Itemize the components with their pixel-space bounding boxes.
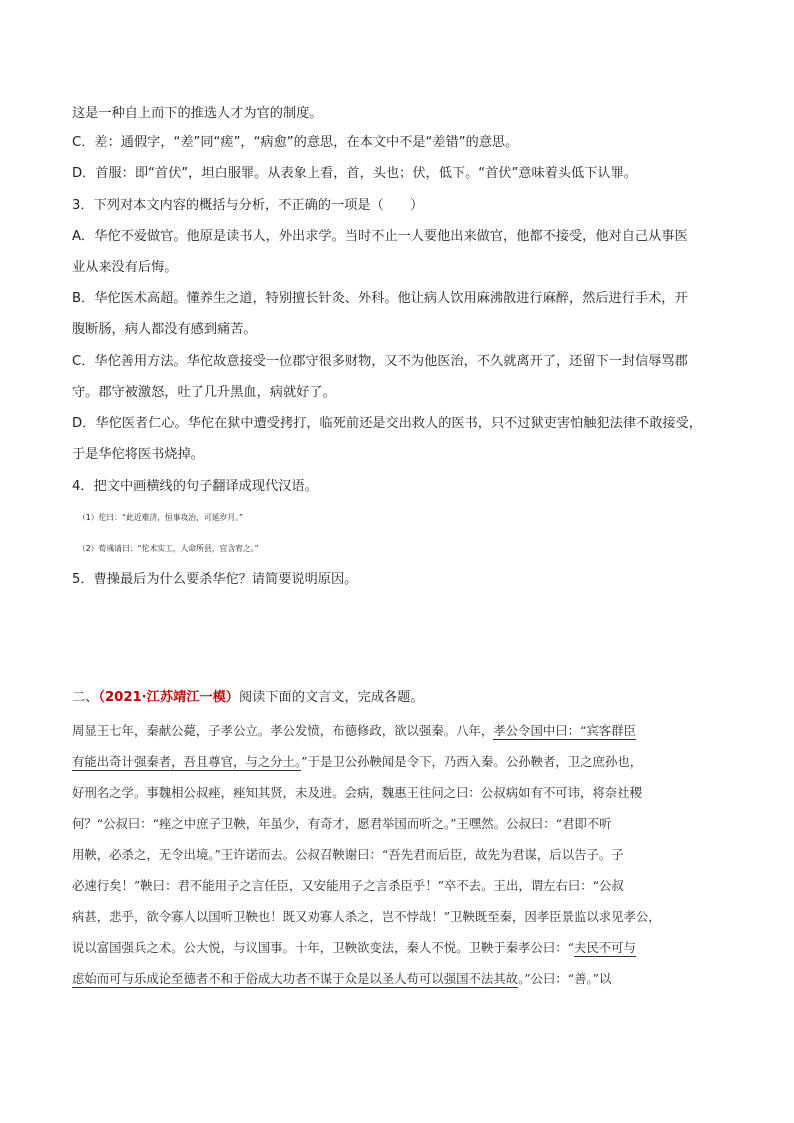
question-5: 5．曹操最后为什么要杀华佗？请简要说明原因。 <box>72 572 358 587</box>
passage-line: 说以富国强兵之术。公大悦，与议国事。十年，卫鞅欲变法，秦人不悦。卫鞅于秦孝公曰：“夫民不可与 <box>72 940 636 955</box>
question-3-option-d: D．华佗医者仁心。华佗在狱中遭受拷打，临死前还是交出救人的医书，只不过狱吏害怕触犯法律不敢接受， <box>72 416 702 431</box>
passage-line: 好刑名之学。事魏相公叔痤，痤知其贤，未及进。会病，魏惠王往问之曰：公叔病如有不可讳，将奈社稷 <box>72 785 642 800</box>
question-3: 3．下列对本文内容的概括与分析，不正确的一项是（ ） <box>72 198 424 213</box>
question-3-option-a: A．华佗不爱做官。他原是读书人，外出求学。当时不止一人要他出来做官，他都不接受，他对自己从事医 <box>72 229 688 244</box>
passage-line: 何？“公叔曰：“痤之中庶子卫鞅，年虽少，有奇才，愿君举国而听之。”王嘿然。公叔曰：“君即不听 <box>72 816 612 831</box>
passage-line: 用鞅，必杀之，无令出境。”王许诺而去。公叔召鞅谢曰：“吾先君而后臣，故先为君谋，后以告子。子 <box>72 847 624 862</box>
question-3-option-d-cont: 于是华佗将医书烧掉。 <box>72 447 204 462</box>
section-source: （2021·江苏靖江一模） <box>98 690 239 705</box>
option-d-note: D．首服：即“首伏”，坦白服罪。从表象上看，首，头也；伏，低下。“首伏”意味着头低下认罪。 <box>72 166 637 181</box>
underlined-sentence: 夫民不可与 <box>573 940 636 955</box>
question-3-option-b: B．华佗医术高超。懂养生之道，特别擅长针灸、外科。他让病人饮用麻沸散进行麻醉，然后进行手术，开 <box>72 291 688 306</box>
passage-line: 有能出奇计强秦者，吾且尊官，与之分土。”于是卫公孙鞅闻是令下，乃西入秦。公孙鞅者，卫之庶孙也， <box>72 754 643 769</box>
question-4-item-2: （2）荀彧请曰：“佗术实工，人命所县，宜含宥之。” <box>78 544 259 553</box>
text-line: 这是一种自上而下的推选人才为官的制度。 <box>72 106 323 121</box>
passage-line: 病甚，悲乎，欲令寡人以国听卫鞅也！既又劝寡人杀之，岂不悖哉！”卫鞅既至秦，因孝臣景监以求见孝公， <box>72 909 661 924</box>
passage-line: 必速行矣！”鞅曰：君不能用子之言任臣，又安能用子之言杀臣乎！”卒不去。王出，谓左右曰：“公叔 <box>72 878 624 893</box>
underlined-sentence: 有能出奇计强秦者，吾且尊官，与之分土。 <box>72 754 302 769</box>
question-3-option-a-cont: 业从来没有后悔。 <box>72 260 178 275</box>
section-heading <box>72 688 722 708</box>
option-c-note: C．差：通假字，“差”同“瘥”，“病愈”的意思，在本文中不是“差错”的意思。 <box>72 135 519 150</box>
question-3-option-c: C．华佗善用方法。华佗故意接受一位郡守很多财物，又不为他医治，不久就离开了，还留下一封信辱骂郡 <box>72 354 688 369</box>
question-3-option-b-cont: 腹断肠，病人都没有感到痛苦。 <box>72 322 257 337</box>
passage-line: 虑始而可与乐成论至德者不和于俗成大功者不谋于众是以圣人苟可以强国不法其故。”公曰：“善。”以 <box>72 971 612 986</box>
section-number: 二、 <box>72 690 99 705</box>
underlined-sentence: 孝公令国中曰：“宾客群臣 <box>493 723 636 738</box>
question-4: 4．把文中画横线的句子翻译成现代汉语。 <box>72 479 318 494</box>
question-3-option-c-cont: 守。郡守被激怒，吐了几升黑血，病就好了。 <box>72 385 336 400</box>
underlined-sentence: 虑始而可与乐成论至德者不和于俗成大功者不谋于众是以圣人苟可以强国不法其故 <box>72 971 519 986</box>
section-instruction: 阅读下面的文言文，完成各题。 <box>239 690 424 705</box>
question-4-item-1: （1）佗曰：“此近难济，恒事攻治，可延岁月。” <box>78 513 244 522</box>
passage-line: 周显王七年，秦献公薨，子孝公立。孝公发愤，布德修政，欲以强秦。八年，孝公令国中曰：“宾客群臣 <box>72 723 636 738</box>
